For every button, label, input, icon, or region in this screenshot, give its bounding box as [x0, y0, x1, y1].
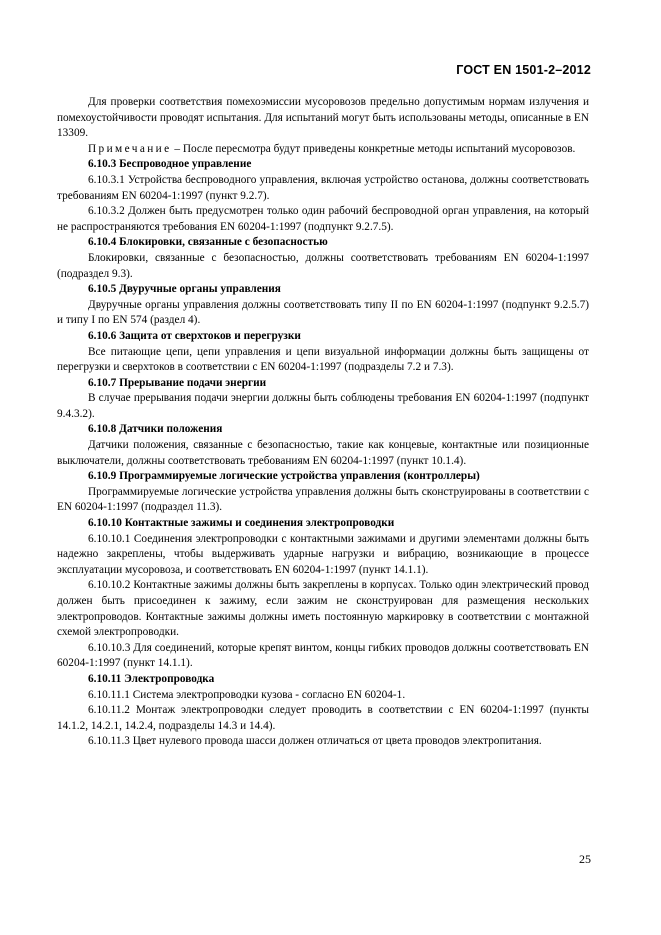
- paragraph-6-10-3-2: 6.10.3.2 Должен быть предусмотрен только один рабочий беспроводной орган управления, на который не распространяются требования EN 60204-1:1997 (подпункт 9.2.7.5).: [57, 205, 589, 233]
- paragraph-6-10-9: Программируемые логические устройства управления должны быть сконструированы в соответствии с EN 60204-1:1997 (подраздел 11.3).: [57, 485, 589, 514]
- paragraph-6-10-11-1: 6.10.11.1 Система электропроводки кузова - согласно EN 60204-1.: [88, 688, 406, 701]
- paragraph-6-10-10-3: 6.10.10.3 Для соединений, которые крепят винтом, концы гибких проводов должны соответствовать EN 60204-1:1997 (пункт 14.1.1).: [57, 641, 589, 670]
- page-number: 25: [579, 852, 591, 866]
- paragraph-6-10-5: Двуручные органы управления должны соответствовать типу II по EN 60204-1:1997 (подпункт 9.2.5.7) и типу I по EN 574 (раздел 4).: [57, 298, 589, 327]
- note-paragraph: [57, 142, 589, 158]
- note-text: – После пересмотра будут приведены конкретные методы испытаний мусоровозов.: [171, 142, 576, 155]
- section-heading-6-10-7: 6.10.7 Прерывание подачи энергии: [88, 376, 267, 389]
- paragraph-6-10-11-2: 6.10.11.2 Монтаж электропроводки следует проводить в соответствии с EN 60204-1:1997 (пункты 14.1.2, 14.2.1, 14.2.4, подразделы 14.3 и 14.4).: [57, 704, 589, 732]
- paragraph-6-10-6: Все питающие цепи, цепи управления и цепи визуальной информации должны быть защищены от перегрузки и сверхтоков в соответствии с EN 60204-1:1997 (подразделы 7.2 и 7.3).: [57, 345, 589, 374]
- paragraph-6-10-8: Датчики положения, связанные с безопасностью, такие как концевые, контактные или позиционные выключатели, должны соответствовать требованиям EN 60204-1:1997 (пункт 10.1.4).: [57, 439, 589, 467]
- section-heading-6-10-6: 6.10.6 Защита от сверхтоков и перегрузки: [88, 329, 301, 342]
- section-heading-6-10-3: 6.10.3 Беспроводное управление: [88, 158, 252, 171]
- section-heading-6-10-9: 6.10.9 Программируемые логические устройства управления (контроллеры): [88, 470, 480, 483]
- section-heading-6-10-5: 6.10.5 Двуручные органы управления: [88, 283, 281, 296]
- paragraph-6-10-11-3: 6.10.11.3 Цвет нулевого провода шасси должен отличаться от цвета проводов электропитания.: [88, 735, 542, 748]
- section-heading-6-10-10: 6.10.10 Контактные зажимы и соединения электропроводки: [88, 517, 395, 530]
- paragraph-6-10-7: В случае прерывания подачи энергии должны быть соблюдены требования EN 60204-1:1997 (подпункт 9.4.3.2).: [57, 392, 589, 420]
- paragraph-6-10-10-2: 6.10.10.2 Контактные зажимы должны быть закреплены в корпусах. Только один электрический провод должен быть присоединен к зажиму, если зажим не сконструирован для размещения нескольких электропроводов. Контактные зажимы должны иметь постоянную маркировку в соответствии с монтажной схемой электропроводки.: [57, 579, 589, 639]
- section-heading-6-10-11: 6.10.11 Электропроводка: [88, 672, 215, 685]
- intro-paragraph: Для проверки соответствия помехоэмиссии мусоровозов предельно допустимым нормам излучения и помехоустойчивости проводят испытания. Для испытаний могут быть использованы методы, описанные в EN 13309.: [57, 96, 589, 140]
- paragraph-6-10-10-1: 6.10.10.1 Соединения электропроводки с контактными зажимами и другими элементами должны быть надежно закреплены, чтобы выдерживать ударные нагрузки и вибрацию, возникающие в процессе эксплуатации мусоровоза, и соответствовать EN 60204-1:1997 (пункт 14.1.1).: [57, 532, 589, 576]
- note-label: Примечание: [88, 142, 172, 155]
- paragraph-6-10-3-1: 6.10.3.1 Устройства беспроводного управления, включая устройство останова, должны соответствовать требованиям EN 60204-1:1997 (пункт 9.2.7).: [57, 173, 589, 202]
- section-heading-6-10-8: 6.10.8 Датчики положения: [88, 423, 223, 436]
- paragraph-6-10-4: Блокировки, связанные с безопасностью, должны соответствовать требованиям EN 60204-1:1997 (подраздел 9.3).: [57, 251, 589, 280]
- document-code-header: ГОСТ EN 1501-2–2012: [456, 63, 591, 77]
- document-body: [57, 95, 589, 750]
- section-heading-6-10-4: 6.10.4 Блокировки, связанные с безопасностью: [88, 236, 328, 249]
